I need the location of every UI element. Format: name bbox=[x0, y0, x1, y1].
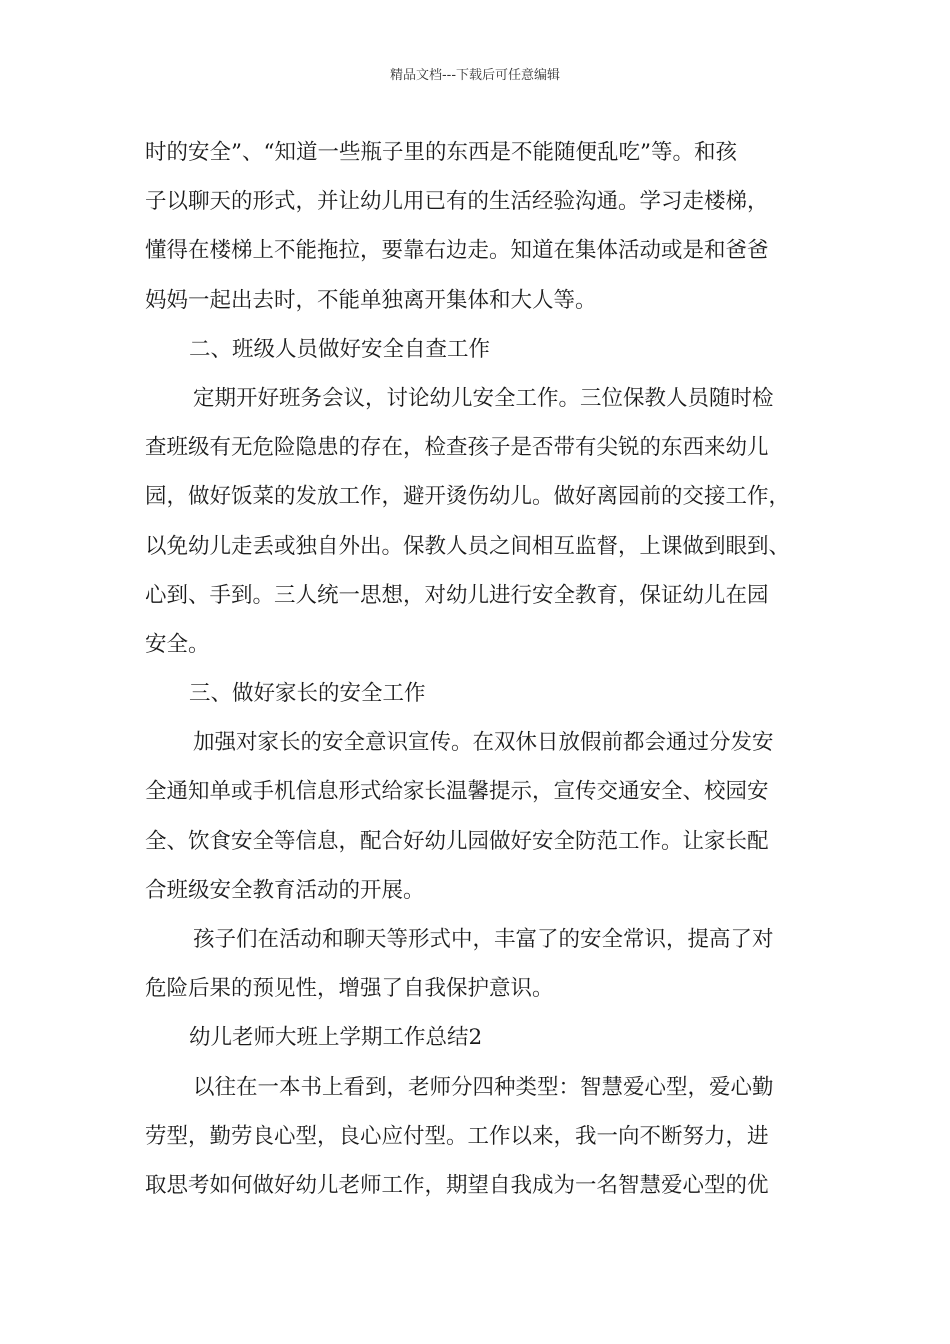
text-line: 合班级安全教育活动的开展。 bbox=[145, 877, 425, 903]
page-header: 精品文档---下载后可任意编辑 bbox=[389, 68, 561, 83]
paragraph-first-line: 定期开好班务会议，讨论幼儿安全工作。三位保教人员随时检 bbox=[193, 385, 774, 411]
text-line: 懂得在楼梯上不能拖拉，要靠右边走。知道在集体活动或是和爸爸 bbox=[145, 238, 769, 264]
text-line: 危险后果的预见性，增强了自我保护意识。 bbox=[145, 976, 554, 1002]
text-line: 子以聊天的形式，并让幼儿用已有的生活经验沟通。学习走楼梯， bbox=[145, 189, 769, 215]
text-line: 时的安全”、“知道一些瓶子里的东西是不能随便乱吃”等。和孩 bbox=[145, 140, 737, 165]
text-line: 安全。 bbox=[145, 631, 210, 657]
document-title-heading: 幼儿老师大班上学期工作总结2 bbox=[189, 1025, 483, 1051]
text-line: 取思考如何做好幼儿老师工作，期望自我成为一名智慧爱心型的优 bbox=[145, 1172, 769, 1198]
paragraph-first-line: 以往在一本书上看到，老师分四种类型：智慧爱心型，爱心勤 bbox=[193, 1074, 774, 1100]
section-heading: 三、做好家长的安全工作 bbox=[189, 681, 426, 707]
paragraph-first-line: 孩子们在活动和聊天等形式中，丰富了的安全常识，提高了对 bbox=[193, 927, 774, 952]
text-line: 劳型，勤劳良心型，良心应付型。工作以来，我一向不断努力，进 bbox=[145, 1123, 769, 1149]
text-line: 全、饮食安全等信息，配合好幼儿园做好安全防范工作。让家长配 bbox=[145, 828, 769, 854]
document-body bbox=[145, 128, 807, 1210]
section-heading: 二、班级人员做好安全自查工作 bbox=[189, 336, 491, 362]
text-line: 查班级有无危险隐患的存在，检查孩子是否带有尖锐的东西来幼儿 bbox=[145, 435, 769, 461]
paragraph-first-line: 加强对家长的安全意识宣传。在双休日放假前都会通过分发安 bbox=[193, 730, 774, 756]
text-line: 心到、手到。三人统一思想，对幼儿进行安全教育，保证幼儿在园 bbox=[145, 582, 769, 608]
text-line: 园，做好饭菜的发放工作，避开烫伤幼儿。做好离园前的交接工作， bbox=[145, 484, 791, 510]
text-line: 妈妈一起出去时，不能单独离开集体和大人等。 bbox=[145, 287, 597, 313]
text-line: 以免幼儿走丢或独自外出。保教人员之间相互监督，上课做到眼到、 bbox=[145, 533, 791, 559]
text-line: 全通知单或手机信息形式给家长温馨提示，宣传交通安全、校园安 bbox=[145, 779, 769, 805]
